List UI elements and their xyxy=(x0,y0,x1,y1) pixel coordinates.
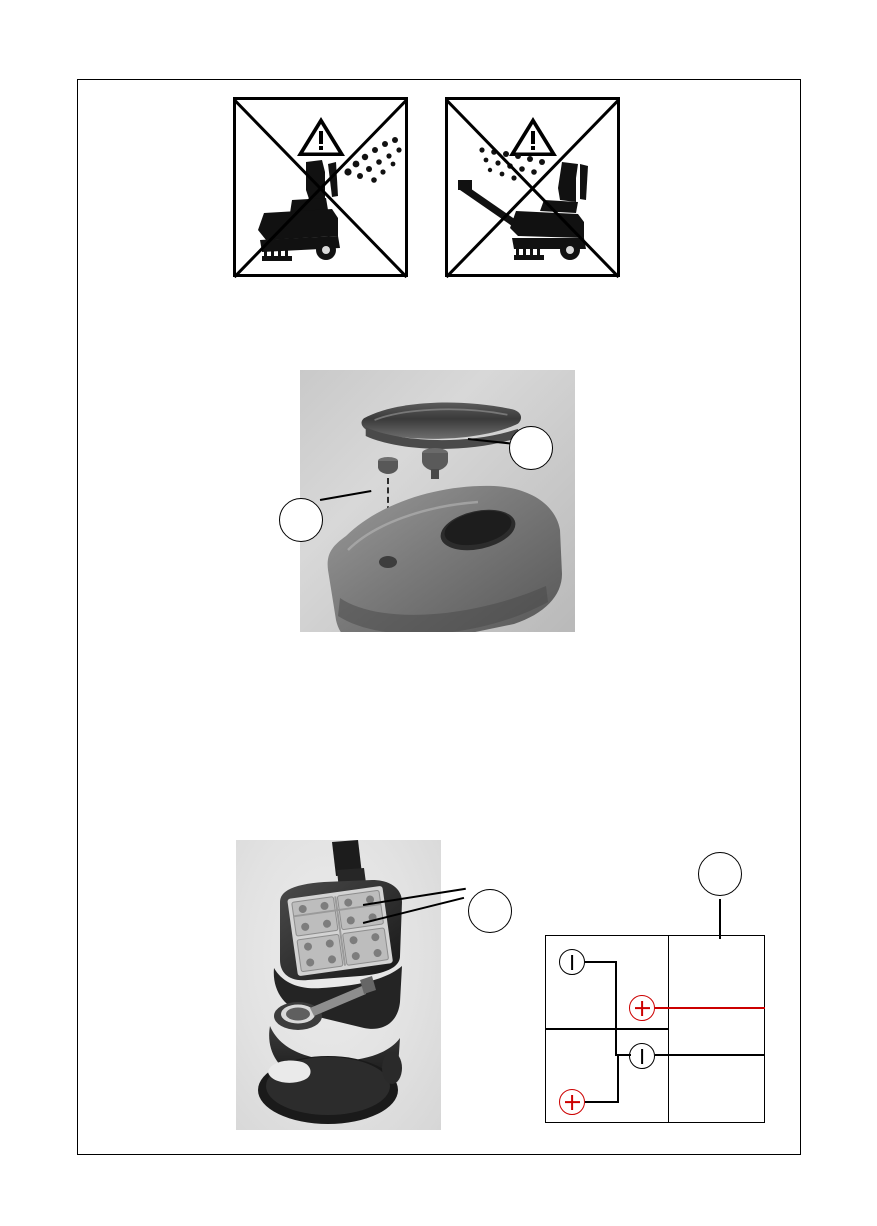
figure-tank-lid-exploded xyxy=(300,370,575,632)
interconnect-wire-v xyxy=(615,961,617,1056)
callout-tank-opening xyxy=(279,498,323,542)
water-spray-icon xyxy=(341,134,403,192)
bottom-positive-jumper-v xyxy=(617,1056,619,1103)
figure-battery-wiring-diagram xyxy=(545,925,765,1125)
callout-lid-plug xyxy=(509,426,553,470)
pictogram-no-spray-from-above xyxy=(233,97,408,277)
callout-wiring-diagram xyxy=(698,852,742,896)
positive-lead-wire xyxy=(655,1007,765,1009)
tank-plug-small-graphic xyxy=(376,456,400,480)
tank-plug-graphic xyxy=(420,447,450,481)
callout-leader-wiring xyxy=(719,899,721,939)
callout-battery-pack xyxy=(468,889,512,933)
battery-positive-terminal-bottom-icon xyxy=(559,1089,585,1115)
interconnect-wire-h-top xyxy=(585,961,617,963)
figure-machine-battery-compartment xyxy=(236,840,441,1130)
page-frame xyxy=(77,79,801,1155)
pictogram-no-pressure-washer xyxy=(445,97,620,277)
machine-photo-graphic xyxy=(236,840,441,1130)
tank-body-graphic xyxy=(318,478,568,632)
battery-negative-terminal-top-icon xyxy=(559,949,585,975)
prohibition-pictogram-row xyxy=(233,97,633,287)
battery-negative-terminal-bottom-icon xyxy=(629,1043,655,1069)
bottom-positive-jumper xyxy=(585,1101,619,1103)
battery-positive-terminal-top-icon xyxy=(629,995,655,1021)
negative-lead-wire xyxy=(655,1054,765,1056)
